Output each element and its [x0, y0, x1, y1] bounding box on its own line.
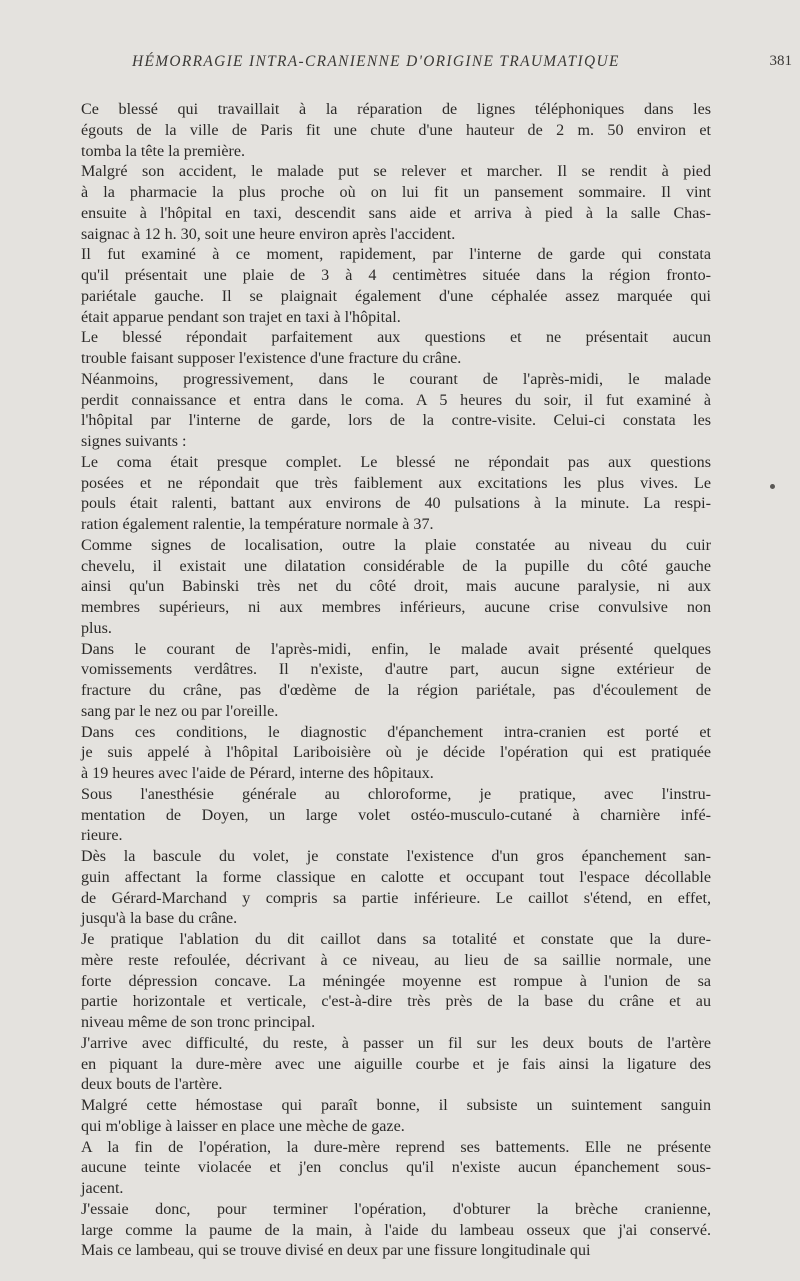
paragraph: [81, 1096, 711, 1138]
text-line: qu'il présentait une plaie de 3 à 4 centimètres située dans la région fronto-: [81, 267, 711, 284]
paragraph: [81, 723, 711, 785]
text-line: Le blessé répondait parfaitement aux questions et ne présentait aucun: [81, 329, 711, 347]
text-line: je suis appelé à l'hôpital Lariboisière où je décide l'opération qui est pratiquée: [81, 744, 711, 762]
text-line: Comme signes de localisation, outre la plaie constatée au niveau du cuir: [81, 536, 711, 554]
text-line: Mais ce lambeau, qui se trouve divisé en deux par une fissure longitudinale qui: [81, 1242, 591, 1260]
text-line: chevelu, il existait une dilatation considérable de la pupille du côté gauche: [81, 557, 711, 575]
text-line: forte dépression concave. La méningée moyenne est rompue à l'union de sa: [81, 972, 711, 990]
text-line: de Gérard-Marchand y compris sa partie inférieure. Le caillot s'étend, en effet,: [81, 889, 711, 907]
text-line: Malgré cette hémostase qui paraît bonne, il subsiste un suintement sanguin: [81, 1097, 711, 1114]
paragraph: [81, 930, 711, 1034]
text-line: guin affectant la forme classique en calotte et occupant tout l'espace décollable: [81, 868, 711, 886]
text-line: saignac à 12 h. 30, soit une heure environ après l'accident.: [81, 225, 456, 243]
text-line: rieure.: [81, 827, 123, 845]
paragraph: [81, 453, 711, 536]
text-line: Sous l'anesthésie générale au chloroforme, je pratique, avec l'instru-: [81, 785, 711, 803]
body-text: [81, 100, 711, 1262]
text-line: fracture du crâne, pas d'œdème de la région pariétale, pas d'écoulement de: [81, 682, 711, 699]
text-line: deux bouts de l'artère.: [81, 1076, 223, 1094]
text-line: mentation de Doyen, un large volet ostéo-musculo-cutané à charnière infé-: [81, 806, 711, 824]
page-header: [120, 53, 794, 75]
text-line: égouts de la ville de Paris fit une chute d'une hauteur de 2 m. 50 environ et: [81, 121, 711, 139]
text-line: tomba la tête la première.: [81, 142, 245, 160]
text-line: Dans ces conditions, le diagnostic d'épanchement intra-cranien est porté et: [81, 723, 711, 741]
text-line: perdit connaissance et entra dans le coma. A 5 heures du soir, il fut examiné à: [81, 391, 711, 409]
paragraph: [81, 1138, 711, 1200]
paragraph: [81, 100, 711, 162]
text-line: à la pharmacie la plus proche où on lui fit un pansement sommaire. Il vint: [81, 184, 711, 201]
text-line: jusqu'à la base du crâne.: [81, 910, 238, 928]
text-line: membres supérieurs, ni aux membres inférieurs, aucune crise convulsive non: [81, 599, 711, 616]
paragraph: [81, 370, 711, 453]
text-line: trouble faisant supposer l'existence d'une fracture du crâne.: [81, 350, 462, 367]
text-line: partie horizontale et verticale, c'est-à-dire très près de la base du crâne et au: [81, 993, 711, 1011]
margin-mark: [770, 484, 775, 489]
paragraph: [81, 245, 711, 328]
text-line: jacent.: [81, 1180, 124, 1197]
text-line: Malgré son accident, le malade put se relever et marcher. Il se rendit à pied: [81, 163, 711, 181]
paragraph: [81, 1200, 711, 1262]
text-line: posées et ne répondait que très faiblement aux excitations les plus vives. Le: [81, 474, 711, 492]
text-line: A la fin de l'opération, la dure-mère reprend ses battements. Elle ne présente: [81, 1138, 711, 1156]
text-line: l'hôpital par l'interne de garde, lors de la contre-visite. Celui-ci constata les: [81, 412, 711, 430]
paragraph: [81, 640, 711, 723]
paragraph: [81, 1034, 711, 1096]
text-line: à 19 heures avec l'aide de Pérard, interne des hôpitaux.: [81, 765, 434, 782]
text-line: Ce blessé qui travaillait à la réparation de lignes téléphoniques dans les: [81, 101, 711, 118]
running-title: HÉMORRAGIE INTRA-CRANIENNE D'ORIGINE TRAUMATIQUE: [132, 53, 620, 70]
paragraph: [81, 785, 711, 847]
text-line: sang par le nez ou par l'oreille.: [81, 702, 279, 720]
text-line: ration également ralentie, la température normale à 37.: [81, 516, 434, 533]
text-line: large comme la paume de la main, à l'aide du lambeau osseux que j'ai conservé.: [81, 1221, 711, 1239]
text-line: pariétale gauche. Il se plaignait également d'une céphalée assez marquée qui: [81, 287, 711, 305]
page-number: 381: [769, 53, 792, 69]
text-line: signes suivants :: [81, 433, 187, 450]
text-line: plus.: [81, 619, 112, 637]
text-line: Je pratique l'ablation du dit caillot dans sa totalité et constate que la dure-: [81, 931, 711, 948]
text-line: ainsi qu'un Babinski très net du côté droit, mais aucune paralysie, ni aux: [81, 578, 711, 596]
text-line: Néanmoins, progressivement, dans le courant de l'après-midi, le malade: [81, 370, 711, 388]
text-line: Dès la bascule du volet, je constate l'existence d'un gros épanchement san-: [81, 848, 711, 865]
text-line: J'arrive avec difficulté, du reste, à passer un fil sur les deux bouts de l'artère: [81, 1034, 711, 1052]
text-line: Dans le courant de l'après-midi, enfin, le malade avait présenté quelques: [81, 640, 711, 658]
paragraph: [81, 847, 711, 930]
text-line: aucune teinte violacée et j'en conclus qu'il n'existe aucun épanchement sous-: [81, 1159, 711, 1177]
paragraph: [81, 162, 711, 245]
text-line: ensuite à l'hôpital en taxi, descendit sans aide et arriva à pied à la salle Chas-: [81, 204, 711, 222]
text-line: était apparue pendant son trajet en taxi à l'hôpital.: [81, 308, 401, 326]
text-line: mère reste refoulée, décrivant à ce niveau, au lieu de sa saillie normale, une: [81, 951, 711, 969]
text-line: Il fut examiné à ce moment, rapidement, par l'interne de garde qui constata: [81, 246, 711, 264]
paragraph: [81, 536, 711, 640]
text-line: en piquant la dure-mère avec une aiguille courbe et je fais ainsi la ligature des: [81, 1055, 711, 1073]
text-line: Le coma était presque complet. Le blessé ne répondait pas aux questions: [81, 453, 711, 471]
text-line: qui m'oblige à laisser en place une mèche de gaze.: [81, 1117, 405, 1135]
text-line: vomissements verdâtres. Il n'existe, d'autre part, aucun signe extérieur de: [81, 661, 711, 679]
text-line: pouls était ralenti, battant aux environs de 40 pulsations à la minute. La respi-: [81, 495, 711, 513]
paragraph: [81, 328, 711, 370]
text-line: J'essaie donc, pour terminer l'opération, d'obturer la brèche cranienne,: [81, 1200, 711, 1218]
text-line: niveau même de son tronc principal.: [81, 1014, 316, 1031]
